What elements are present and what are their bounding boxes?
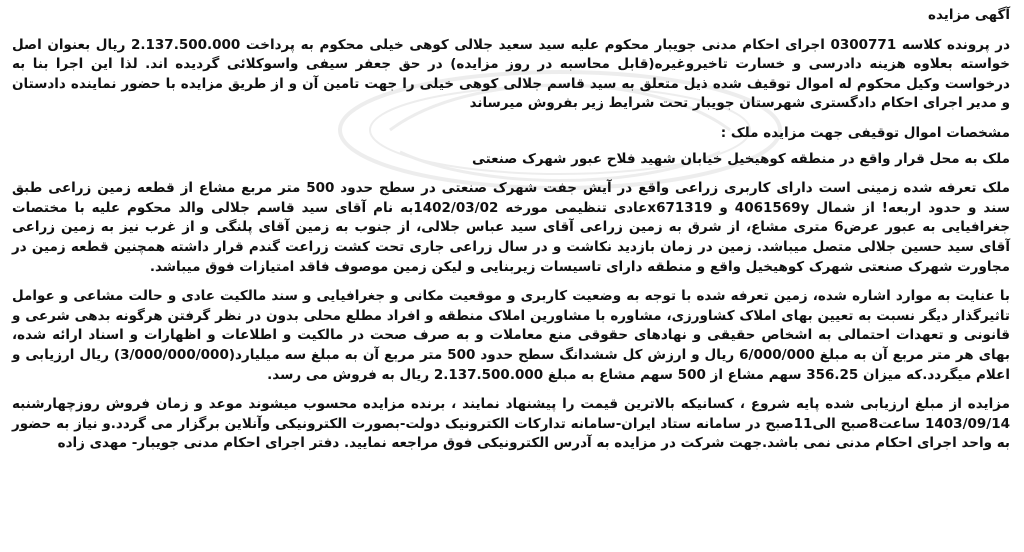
case-paragraph: در پرونده کلاسه 0300771 اجرای احکام مدنی جویبار محکوم علیه سید سعید جلالی کوهی خیلی محکوم به پرداخت 2.137.500.000 ریال بعنوان اصل خواسته بعلاوه هزینه دادرسی و خسارت تاخیروغیره(قابل محاسبه در روز مزایده) در حق جعفر سیفی واسوکلائی گردیده اند. لذا این اجرا بنا به درخواست وکیل محکوم له اموال توقیف شده ذیل متعلق به سید قاسم جلالی کوهی خیلی را جهت تامین آن و از طریق مزایده با حضور نماینده دادستان و مدیر اجرای احکام دادگستری شهرستان جویبار تحت شرایط زیر بفروش میرساند <box>12 36 1011 112</box>
valuation-paragraph: با عنایت به موارد اشاره شده، زمین تعرفه شده با توجه به وضعیت کاربری و موقعیت مکانی و جغرافیایی و سند مالکیت عادی و حالت مشاعی و عوامل تاثیرگذار دیگر نسبت به تعیین بهای املاک کشاورزی، مشاوره با مشاورین املاک منطقه و افراد مطلع محلی بدون در نظر گرفتن هرگونه بدهی شرعی و قانونی و تعهدات احتمالی به اشخاص حقیقی و نهادهای حقوقی منع معاملات و به صرف صحت در مالکیت و اطلاعات و اظهارات و اسناد ارائه شده، بهای هر متر مربع آن به مبلغ 6/000/000 ریال و ارزش کل ششدانگ سطح حدود 500 متر مربع آن به مبلغ سه میلیارد(3/000/000/000) ریال ارزیابی و اعلام میگردد.که میزان 356.25 سهم مشاع از 500 سهم مشاع به مبلغ 2.137.500.000 ریال به فروش می رسد. <box>12 288 1011 383</box>
property-heading: مشخصات اموال توقیفی جهت مزایده ملک : <box>720 124 1010 141</box>
auction-notice <box>12 6 1010 454</box>
property-location: ملک به محل قرار واقع در منطقه کوهیخیل خیابان شهید فلاح عبور شهرک صنعتی <box>471 150 1010 167</box>
auction-terms: مزایده از مبلغ ارزیابی شده پایه شروع ، کسانیکه بالاترین قیمت را پیشنهاد نمایند ، برنده مزایده محسوب میشوند موعد و زمان فروش روزچهارشنبه 1403/09/14 ساعت8صبح الی11صبح در سامانه ستاد ایران-سامانه تدارکات الکترونیک دولت-بصورت الکترونیکی وآنلاین برگزار می گردد.و نیاز به حضور به واحد اجرای احکام مدنی نمی باشد.جهت شرکت در مزایده به آدرس الکترونیکی فوق مراجعه نمایید. دفتر اجرای احکام مدنی جویبار- مهدی زاده <box>12 396 1011 452</box>
notice-title: آگهی مزایده <box>928 7 1010 23</box>
property-description: ملک تعرفه شده زمینی است دارای کاربری زراعی واقع در آیش جفت شهرک صنعتی در سطح حدود 500 متر مربع مشاع از قطعه زمین زراعی طبق سند و حدود اربعه! از شمال 4061569y و x671319عادی تنظیمی مورخه 1402/03/02به نام آقای سید قاسم جلالی والد محکوم علیه با مختصات جغرافیایی به عبور عرض6 متری مشاع، از شرق به زمین زراعی آقای سید عباس جلالی، از جنوب به زمین آقای پلنگی و از غرب نیز به زمین زراعی آقای سید حسین جلالی متصل میباشد. زمین در زمان بازدید نکاشت و در سال زراعی جاری تحت کشت زراعت گندم قرار داشته همچنین قطعه زمین در مجاورت شهرک صنعتی شهرک کوهیخیل واقع و منطقه دارای تاسیسات زیربنایی و لیکن زمین موصوف فاقد امتیازات فوق میباشد. <box>12 180 1011 275</box>
